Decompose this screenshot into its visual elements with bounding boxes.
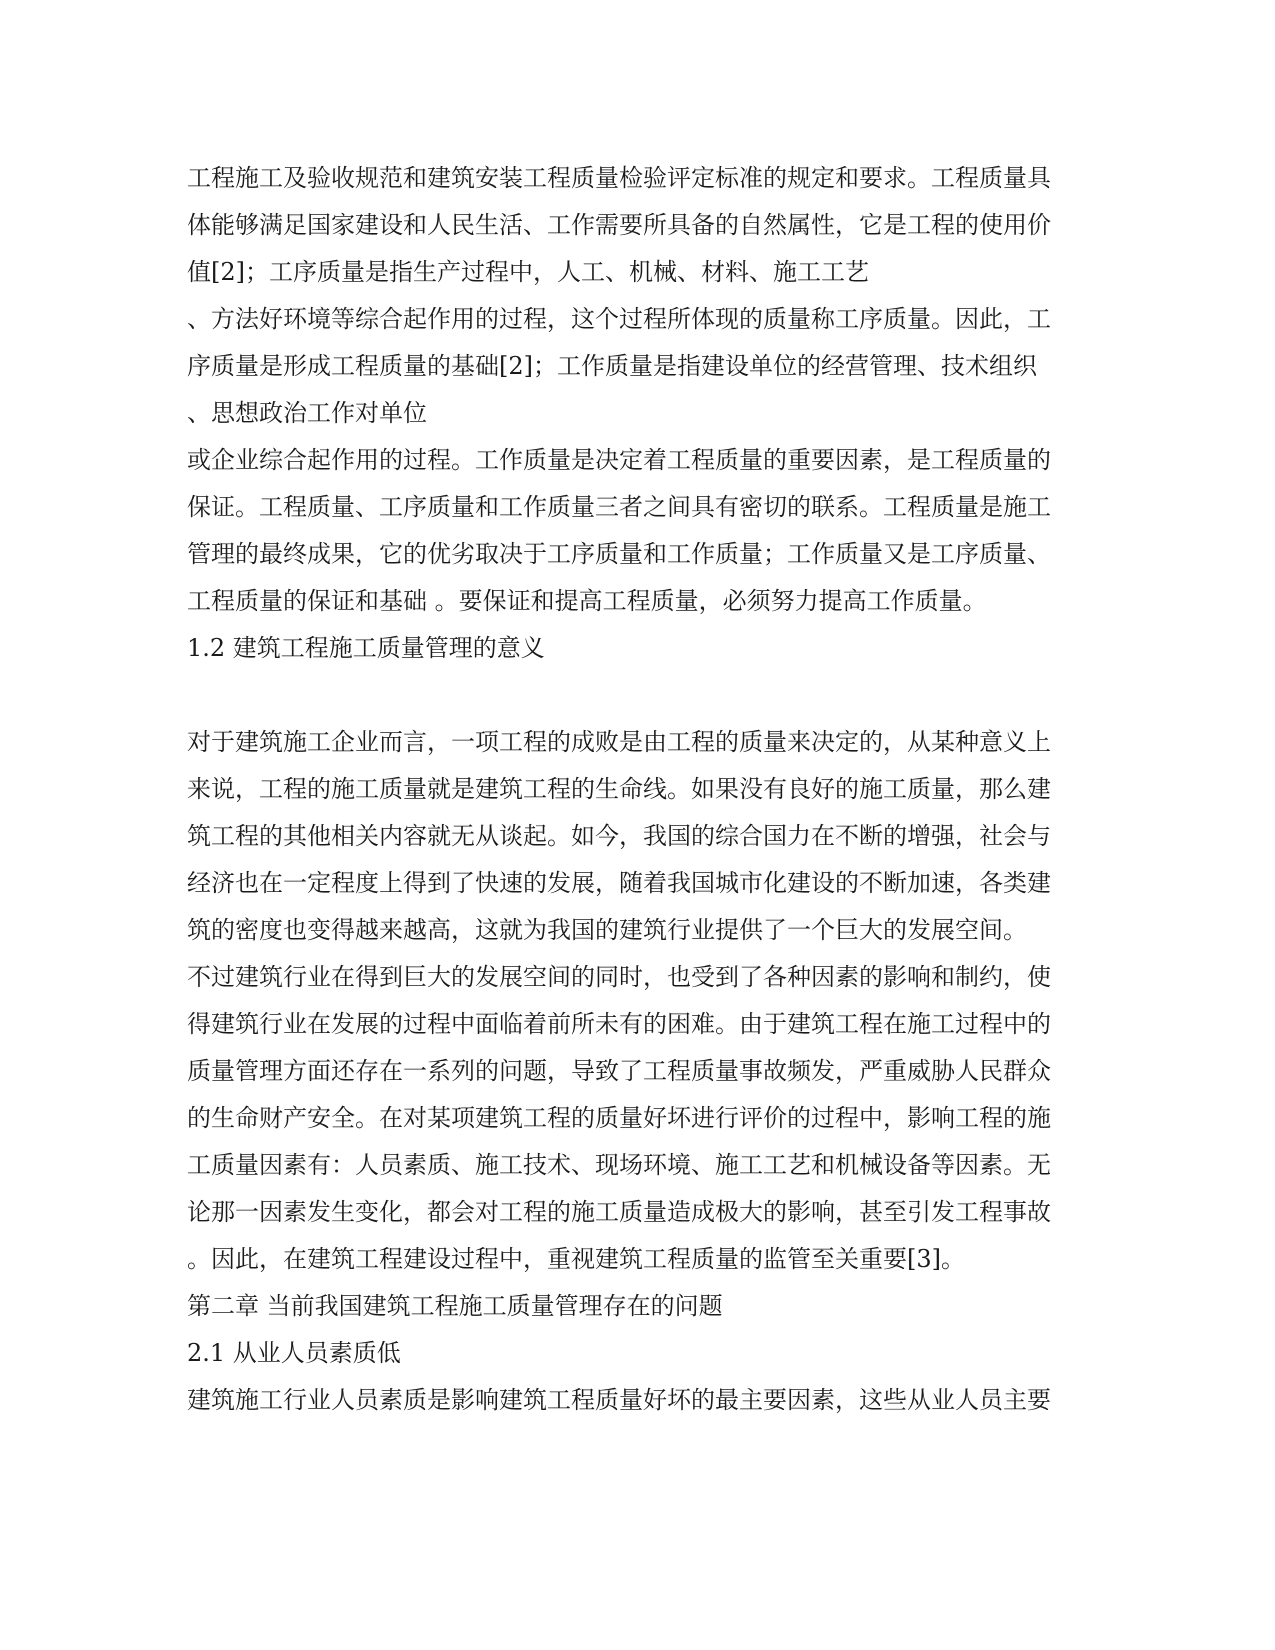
chapter-heading: 第二章 当前我国建筑工程施工质量管理存在的问题 [187, 1292, 723, 1320]
text-line: 或企业综合起作用的过程。工作质量是决定着工程质量的重要因素，是工程质量的 [187, 446, 1051, 474]
text-line: 值[2]；工序质量是指生产过程中，人工、机械、材料、施工工艺 [187, 258, 869, 286]
text-line: 论那一因素发生变化，都会对工程的施工质量造成极大的影响，甚至引发工程事故 [187, 1198, 1051, 1226]
text-line: 经济也在一定程度上得到了快速的发展，随着我国城市化建设的不断加速，各类建 [187, 869, 1051, 897]
text-line: 得建筑行业在发展的过程中面临着前所未有的困难。由于建筑工程在施工过程中的 [187, 1010, 1051, 1038]
text-line: 工质量因素有：人员素质、施工技术、现场环境、施工工艺和机械设备等因素。无 [187, 1151, 1051, 1179]
text-line: 筑的密度也变得越来越高，这就为我国的建筑行业提供了一个巨大的发展空间。 [187, 916, 1027, 944]
text-line: 体能够满足国家建设和人民生活、工作需要所具备的自然属性，它是工程的使用价 [187, 211, 1051, 239]
text-line: 、思想政治工作对单位 [187, 399, 427, 427]
text-line: 工程质量的保证和基础 。要保证和提高工程质量，必须努力提高工作质量。 [187, 587, 987, 615]
text-line: 质量管理方面还存在一系列的问题，导致了工程质量事故频发，严重威胁人民群众 [187, 1057, 1051, 1085]
section-heading: 1.2 建筑工程施工质量管理的意义 [187, 634, 545, 662]
text-line: 的生命财产安全。在对某项建筑工程的质量好坏进行评价的过程中，影响工程的施 [187, 1104, 1051, 1132]
section-heading: 2.1 从业人员素质低 [187, 1339, 401, 1367]
text-line: 来说，工程的施工质量就是建筑工程的生命线。如果没有良好的施工质量，那么建 [187, 775, 1051, 803]
text-line: 、方法好环境等综合起作用的过程，这个过程所体现的质量称工序质量。因此，工 [187, 305, 1051, 333]
text-line: 保证。工程质量、工序质量和工作质量三者之间具有密切的联系。工程质量是施工 [187, 493, 1051, 521]
text-line: 建筑施工行业人员素质是影响建筑工程质量好坏的最主要因素，这些从业人员主要 [187, 1386, 1051, 1414]
text-line: 管理的最终成果，它的优劣取决于工序质量和工作质量；工作质量又是工序质量、 [187, 540, 1051, 568]
text-line: 不过建筑行业在得到巨大的发展空间的同时，也受到了各种因素的影响和制约，使 [187, 963, 1051, 991]
text-line: 工程施工及验收规范和建筑安装工程质量检验评定标准的规定和要求。工程质量具 [187, 164, 1051, 192]
text-line: 。因此，在建筑工程建设过程中，重视建筑工程质量的监管至关重要[3]。 [187, 1245, 965, 1273]
text-line: 序质量是形成工程质量的基础[2]；工作质量是指建设单位的经营管理、技术组织 [187, 352, 1037, 380]
text-line: 对于建筑施工企业而言，一项工程的成败是由工程的质量来决定的，从某种意义上 [187, 728, 1051, 756]
text-line: 筑工程的其他相关内容就无从谈起。如今，我国的综合国力在不断的增强，社会与 [187, 822, 1051, 850]
